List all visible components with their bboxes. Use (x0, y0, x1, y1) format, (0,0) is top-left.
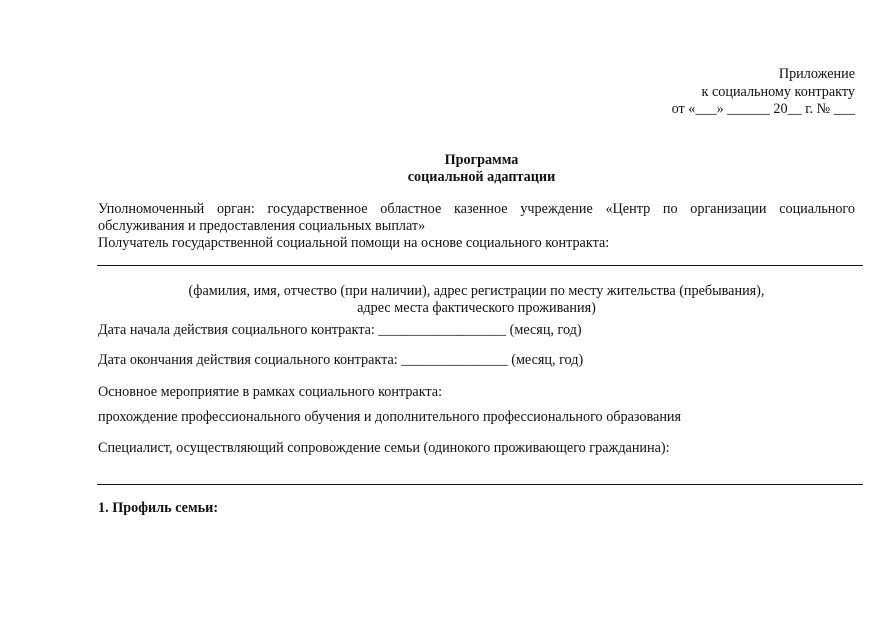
recipient-caption (98, 283, 855, 317)
main-activity-label: Основное мероприятие в рамках социального контракта: (98, 384, 443, 400)
specialist-blank-line (97, 484, 863, 485)
start-date-line: Дата начала действия социального контракта: __________________ (месяц, год) (98, 322, 582, 338)
specialist-label: Специалист, осуществляющий сопровождение семьи (одинокого проживающего гражданина): (98, 440, 670, 456)
appendix-header (672, 66, 855, 119)
appendix-line-1: Приложение (778, 66, 855, 82)
title-line-2: социальной адаптации (407, 169, 556, 185)
document-title (0, 152, 893, 186)
authority-paragraph: Уполномоченный орган: государственное областное казенное учреждение «Центр по организации социального обслуживания и предоставления социальных выплат» (98, 201, 855, 234)
appendix-line-3: от «___» ______ 20__ г. № ___ (671, 101, 855, 117)
section-1-heading: 1. Профиль семьи: (98, 500, 219, 516)
appendix-line-2: к социальному контракту (701, 83, 855, 100)
recipient-label: Получатель государственной социальной помощи на основе социального контракта: (98, 235, 610, 251)
recipient-blank-line (97, 265, 863, 266)
title-line-1: Программа (444, 152, 519, 168)
recipient-caption-line-1: (фамилия, имя, отчество (при наличии), адрес регистрации по месту жительства (пребывания), (188, 283, 765, 299)
end-date-line: Дата окончания действия социального контракта: _______________ (месяц, год) (98, 352, 584, 368)
main-activity-value: прохождение профессионального обучения и дополнительного профессионального образования (98, 409, 682, 425)
recipient-caption-line-2: адрес места фактического проживания) (357, 300, 596, 316)
